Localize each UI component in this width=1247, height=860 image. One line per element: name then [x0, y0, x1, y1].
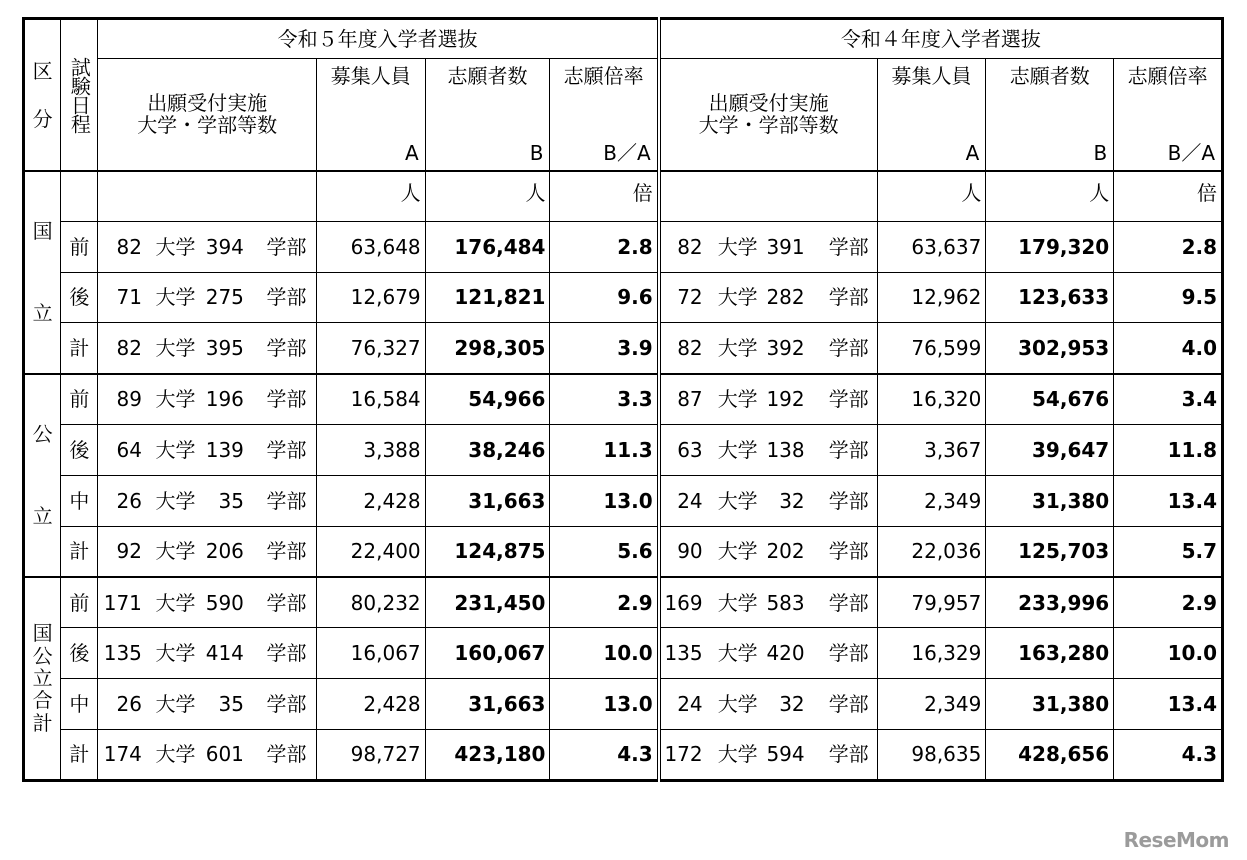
- univ-word: 大学: [155, 387, 196, 412]
- header-institutions-line2: 大学・学部等数: [698, 113, 839, 138]
- faculty-word: 学部: [828, 387, 869, 412]
- header-capacity-label: 募集人員: [891, 64, 972, 88]
- faculty-count: 420: [766, 641, 805, 666]
- capacity-value-r5: 76,327: [316, 323, 425, 374]
- univ-count: 82: [116, 234, 142, 259]
- univ-word: 大学: [717, 590, 758, 615]
- ratio-value-r5: 2.8: [550, 221, 659, 272]
- capacity-value-r5: 98,727: [316, 729, 425, 780]
- applicants-value-r4: 39,647: [986, 424, 1114, 475]
- applicants-value-r4: 31,380: [986, 475, 1114, 526]
- table-row: [24, 323, 1223, 374]
- capacity-value-r5: 22,400: [316, 526, 425, 577]
- faculty-word: 学部: [266, 742, 307, 767]
- applicants-value-r4: 163,280: [986, 628, 1114, 679]
- faculty-word: 学部: [828, 437, 869, 462]
- institutions-cell-r4: [659, 628, 877, 679]
- institutions-cell-r5: [98, 221, 316, 272]
- institutions-cell-r4: [659, 729, 877, 780]
- capacity-value-r4: 63,637: [877, 221, 986, 272]
- faculty-word: 学部: [828, 590, 869, 615]
- faculty-count: 206: [205, 539, 244, 564]
- univ-count: 172: [664, 742, 703, 767]
- group-label-0: [24, 171, 61, 374]
- faculty-count: 196: [205, 387, 244, 412]
- capacity-value-r4: 79,957: [877, 577, 986, 628]
- univ-count: 26: [116, 488, 142, 513]
- unit-ratio-r4: 倍: [1114, 171, 1223, 222]
- ratio-value-r4: 11.8: [1114, 424, 1223, 475]
- univ-count: 82: [677, 234, 703, 259]
- unit-applicants-r5: 人: [425, 171, 550, 222]
- univ-word: 大学: [155, 336, 196, 361]
- header-schedule: [61, 19, 98, 171]
- group-label-char: 国: [32, 621, 53, 646]
- faculty-word: 学部: [266, 641, 307, 666]
- table-row: [24, 221, 1223, 272]
- faculty-count: 583: [766, 590, 805, 615]
- table-row: [24, 424, 1223, 475]
- ratio-value-r4: 5.7: [1114, 526, 1223, 577]
- institutions-cell-r5: [98, 475, 316, 526]
- ratio-value-r5: 11.3: [550, 424, 659, 475]
- ratio-value-r5: 3.9: [550, 323, 659, 374]
- institutions-cell-r4: [659, 526, 877, 577]
- institutions-cell-r4: [659, 221, 877, 272]
- univ-count: 90: [677, 539, 703, 564]
- header-institutions-line1: 出願受付実施: [147, 91, 268, 116]
- faculty-count: 35: [218, 691, 244, 716]
- faculty-count: 202: [766, 539, 805, 564]
- header-institutions-r4: [659, 59, 877, 171]
- capacity-value-r4: 12,962: [877, 272, 986, 323]
- capacity-value-r4: 3,367: [877, 424, 986, 475]
- capacity-value-r5: 3,388: [316, 424, 425, 475]
- capacity-value-r5: 2,428: [316, 678, 425, 729]
- faculty-word: 学部: [828, 488, 869, 513]
- faculty-word: 学部: [266, 590, 307, 615]
- capacity-value-r5: 2,428: [316, 475, 425, 526]
- faculty-word: 学部: [828, 285, 869, 310]
- schedule-cell: 後: [61, 424, 98, 475]
- ratio-value-r5: 9.6: [550, 272, 659, 323]
- ratio-value-r5: 13.0: [550, 678, 659, 729]
- capacity-value-r4: 2,349: [877, 475, 986, 526]
- faculty-count: 394: [205, 234, 244, 259]
- ratio-value-r5: 4.3: [550, 729, 659, 780]
- capacity-value-r5: 63,648: [316, 221, 425, 272]
- schedule-cell: 前: [61, 374, 98, 425]
- univ-count: 26: [116, 691, 142, 716]
- faculty-count: 392: [766, 336, 805, 361]
- schedule-cell: 後: [61, 628, 98, 679]
- univ-word: 大学: [717, 285, 758, 310]
- applicants-value-r4: 179,320: [986, 221, 1114, 272]
- schedule-cell: 計: [61, 526, 98, 577]
- schedule-cell: 前: [61, 221, 98, 272]
- faculty-count: 395: [205, 336, 244, 361]
- applicants-value-r4: 123,633: [986, 272, 1114, 323]
- table-row: [24, 729, 1223, 780]
- faculty-word: 学部: [266, 488, 307, 513]
- faculty-count: 601: [205, 742, 244, 767]
- unit-capacity-r4: 人: [877, 171, 986, 222]
- header-ratio-r5: [550, 59, 659, 171]
- institutions-cell-r5: [98, 577, 316, 628]
- univ-word: 大学: [155, 742, 196, 767]
- univ-word: 大学: [717, 488, 758, 513]
- header-applicants-label: 志願者数: [447, 64, 528, 88]
- univ-word: 大学: [717, 539, 758, 564]
- applicants-value-r5: 160,067: [425, 628, 550, 679]
- schedule-cell: 前: [61, 577, 98, 628]
- applicants-value-r5: 54,966: [425, 374, 550, 425]
- capacity-value-r4: 76,599: [877, 323, 986, 374]
- applicants-value-r5: 298,305: [425, 323, 550, 374]
- header-schedule-label: 試験日程: [67, 56, 92, 133]
- applicants-value-r5: 121,821: [425, 272, 550, 323]
- group-label-char: 国: [32, 219, 53, 244]
- faculty-word: 学部: [266, 691, 307, 716]
- ratio-value-r4: 10.0: [1114, 628, 1223, 679]
- applicants-value-r4: 233,996: [986, 577, 1114, 628]
- ratio-value-r4: 2.9: [1114, 577, 1223, 628]
- faculty-word: 学部: [828, 691, 869, 716]
- group-label-char: 立: [32, 300, 53, 325]
- header-applicants-letter: B: [529, 140, 544, 165]
- univ-count: 171: [103, 590, 142, 615]
- univ-count: 24: [677, 691, 703, 716]
- institutions-cell-r5: [98, 628, 316, 679]
- header-year4: 令和４年度入学者選抜: [659, 19, 1223, 59]
- group-label-char: 公: [32, 643, 53, 668]
- institutions-cell-r4: [659, 475, 877, 526]
- univ-word: 大学: [155, 590, 196, 615]
- header-capacity-letter: A: [965, 140, 980, 165]
- institutions-cell-r5: [98, 729, 316, 780]
- header-applicants-label: 志願者数: [1009, 64, 1090, 88]
- ratio-value-r4: 4.0: [1114, 323, 1223, 374]
- table-row: [24, 272, 1223, 323]
- faculty-word: 学部: [266, 234, 307, 259]
- institutions-cell-r5: [98, 424, 316, 475]
- faculty-count: 414: [205, 641, 244, 666]
- univ-count: 174: [103, 742, 142, 767]
- header-applicants-letter: B: [1093, 140, 1108, 165]
- group-label-char: 合: [32, 688, 53, 713]
- faculty-word: 学部: [828, 641, 869, 666]
- univ-word: 大学: [717, 387, 758, 412]
- group-label-2: [24, 577, 61, 780]
- institutions-cell-r5: [98, 374, 316, 425]
- faculty-word: 学部: [828, 539, 869, 564]
- unit-ratio-r5: 倍: [550, 171, 659, 222]
- unit-capacity-r5: 人: [316, 171, 425, 222]
- faculty-count: 32: [779, 691, 805, 716]
- faculty-word: 学部: [828, 742, 869, 767]
- admissions-table: [22, 17, 1224, 782]
- group-label-1: [24, 374, 61, 577]
- group-label-char: 公: [32, 422, 53, 447]
- faculty-count: 594: [766, 742, 805, 767]
- univ-count: 71: [116, 285, 142, 310]
- resemom-logo: ReseMom: [1123, 828, 1229, 852]
- header-institutions-r5: [98, 59, 316, 171]
- applicants-value-r4: 54,676: [986, 374, 1114, 425]
- schedule-cell: 計: [61, 729, 98, 780]
- faculty-count: 590: [205, 590, 244, 615]
- ratio-value-r5: 13.0: [550, 475, 659, 526]
- institutions-cell-r5: [98, 323, 316, 374]
- univ-count: 135: [664, 641, 703, 666]
- ratio-value-r4: 2.8: [1114, 221, 1223, 272]
- applicants-value-r4: 428,656: [986, 729, 1114, 780]
- univ-count: 82: [116, 336, 142, 361]
- group-label-char: 立: [32, 504, 53, 529]
- univ-word: 大学: [155, 539, 196, 564]
- applicants-value-r5: 423,180: [425, 729, 550, 780]
- institutions-cell-r5: [98, 272, 316, 323]
- header-applicants-r5: [425, 59, 550, 171]
- group-label-char: 計: [32, 710, 53, 735]
- faculty-count: 32: [779, 488, 805, 513]
- faculty-count: 282: [766, 285, 805, 310]
- institutions-cell-r4: [659, 323, 877, 374]
- header-applicants-r4: [986, 59, 1114, 171]
- capacity-value-r4: 98,635: [877, 729, 986, 780]
- capacity-value-r5: 16,584: [316, 374, 425, 425]
- unit-blank-r4: [659, 171, 877, 222]
- group-label-char: 立: [32, 666, 53, 691]
- univ-word: 大学: [717, 742, 758, 767]
- univ-word: 大学: [155, 285, 196, 310]
- table-row: [24, 628, 1223, 679]
- univ-count: 169: [664, 590, 703, 615]
- ratio-value-r4: 13.4: [1114, 678, 1223, 729]
- ratio-value-r4: 13.4: [1114, 475, 1223, 526]
- header-ratio-r4: [1114, 59, 1223, 171]
- institutions-cell-r5: [98, 526, 316, 577]
- institutions-cell-r4: [659, 424, 877, 475]
- header-ratio-letter: B／A: [1167, 140, 1215, 165]
- univ-word: 大学: [717, 437, 758, 462]
- table-body: [24, 19, 1223, 781]
- table-row: [24, 374, 1223, 425]
- header-capacity-label: 募集人員: [330, 64, 411, 88]
- capacity-value-r4: 16,329: [877, 628, 986, 679]
- faculty-word: 学部: [266, 336, 307, 361]
- ratio-value-r5: 5.6: [550, 526, 659, 577]
- institutions-cell-r4: [659, 577, 877, 628]
- faculty-word: 学部: [266, 285, 307, 310]
- table-row: [24, 577, 1223, 628]
- univ-count: 92: [116, 539, 142, 564]
- univ-count: 24: [677, 488, 703, 513]
- header-institutions-line1: 出願受付実施: [708, 91, 829, 116]
- univ-word: 大学: [717, 641, 758, 666]
- faculty-word: 学部: [828, 336, 869, 361]
- header-ratio-label: 志願倍率: [1127, 64, 1208, 88]
- header-institutions-line2: 大学・学部等数: [137, 113, 278, 138]
- faculty-word: 学部: [266, 437, 307, 462]
- faculty-word: 学部: [266, 539, 307, 564]
- header-ratio-label: 志願倍率: [563, 64, 644, 88]
- header-capacity-r5: [316, 59, 425, 171]
- capacity-value-r5: 16,067: [316, 628, 425, 679]
- applicants-value-r4: 31,380: [986, 678, 1114, 729]
- capacity-value-r4: 22,036: [877, 526, 986, 577]
- applicants-value-r5: 31,663: [425, 475, 550, 526]
- applicants-value-r4: 125,703: [986, 526, 1114, 577]
- unit-applicants-r4: 人: [986, 171, 1114, 222]
- applicants-value-r4: 302,953: [986, 323, 1114, 374]
- univ-word: 大学: [717, 336, 758, 361]
- faculty-word: 学部: [266, 387, 307, 412]
- applicants-value-r5: 31,663: [425, 678, 550, 729]
- faculty-count: 138: [766, 437, 805, 462]
- univ-word: 大学: [717, 234, 758, 259]
- univ-count: 82: [677, 336, 703, 361]
- institutions-cell-r5: [98, 678, 316, 729]
- unit-blank-r5: [98, 171, 316, 222]
- schedule-cell: 中: [61, 678, 98, 729]
- schedule-cell: 後: [61, 272, 98, 323]
- faculty-word: 学部: [828, 234, 869, 259]
- institutions-cell-r4: [659, 374, 877, 425]
- univ-count: 72: [677, 285, 703, 310]
- institutions-cell-r4: [659, 272, 877, 323]
- univ-count: 135: [103, 641, 142, 666]
- ratio-value-r5: 2.9: [550, 577, 659, 628]
- ratio-value-r5: 10.0: [550, 628, 659, 679]
- univ-count: 64: [116, 437, 142, 462]
- unit-schedule-blank: [61, 171, 98, 222]
- capacity-value-r4: 2,349: [877, 678, 986, 729]
- ratio-value-r4: 9.5: [1114, 272, 1223, 323]
- faculty-count: 35: [218, 488, 244, 513]
- table-row: [24, 475, 1223, 526]
- capacity-value-r5: 12,679: [316, 272, 425, 323]
- header-year5: 令和５年度入学者選抜: [98, 19, 659, 59]
- faculty-count: 139: [205, 437, 244, 462]
- applicants-value-r5: 231,450: [425, 577, 550, 628]
- univ-word: 大学: [717, 691, 758, 716]
- univ-word: 大学: [155, 488, 196, 513]
- header-kubun-top: 区: [32, 58, 53, 83]
- ratio-value-r5: 3.3: [550, 374, 659, 425]
- header-capacity-r4: [877, 59, 986, 171]
- header-kubun-bottom: 分: [32, 106, 53, 131]
- faculty-count: 391: [766, 234, 805, 259]
- institutions-cell-r4: [659, 678, 877, 729]
- applicants-value-r5: 176,484: [425, 221, 550, 272]
- applicants-value-r5: 38,246: [425, 424, 550, 475]
- univ-count: 63: [677, 437, 703, 462]
- faculty-count: 192: [766, 387, 805, 412]
- table-row: [24, 526, 1223, 577]
- header-capacity-letter: A: [404, 140, 419, 165]
- schedule-cell: 中: [61, 475, 98, 526]
- univ-count: 89: [116, 387, 142, 412]
- header-ratio-letter: B／A: [603, 140, 651, 165]
- univ-word: 大学: [155, 691, 196, 716]
- applicants-value-r5: 124,875: [425, 526, 550, 577]
- header-kubun: [24, 19, 61, 171]
- ratio-value-r4: 3.4: [1114, 374, 1223, 425]
- capacity-value-r5: 80,232: [316, 577, 425, 628]
- ratio-value-r4: 4.3: [1114, 729, 1223, 780]
- univ-word: 大学: [155, 641, 196, 666]
- univ-word: 大学: [155, 437, 196, 462]
- table-row: [24, 678, 1223, 729]
- univ-count: 87: [677, 387, 703, 412]
- univ-word: 大学: [155, 234, 196, 259]
- faculty-count: 275: [205, 285, 244, 310]
- schedule-cell: 計: [61, 323, 98, 374]
- capacity-value-r4: 16,320: [877, 374, 986, 425]
